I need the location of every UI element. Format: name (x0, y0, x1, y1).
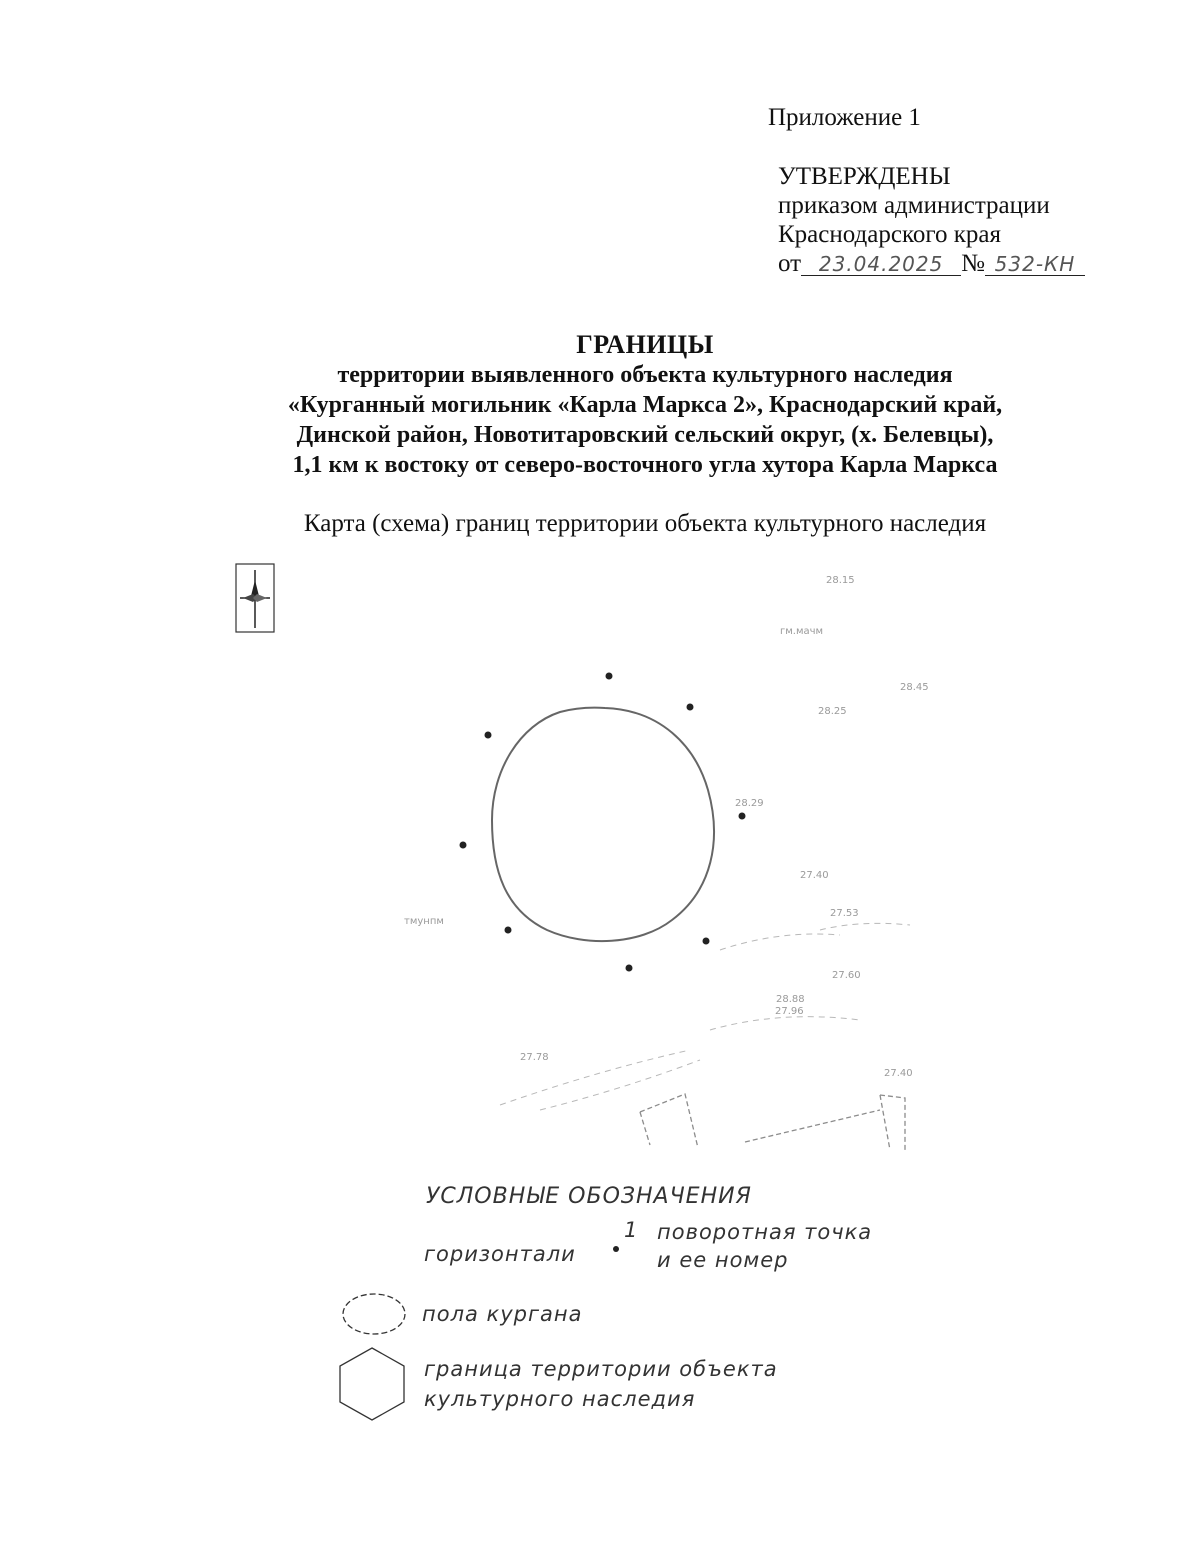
map-label: гм.мачм (780, 626, 824, 637)
map-label: 28.25 (818, 706, 847, 717)
approved-line-2: Краснодарского края (778, 221, 1001, 248)
legend-turning-point-line-1: поворотная точка (657, 1220, 873, 1244)
approved-line-1: приказом администрации (778, 192, 1050, 219)
mound-outline (492, 708, 714, 941)
date-value: 23.04.2025 (801, 253, 961, 276)
title-line-4: 1,1 км к востоку от северо-восточного угла хутора Карла Маркса (292, 452, 998, 478)
map-label: 27.96 (775, 1006, 804, 1017)
contour-labels (404, 575, 929, 1079)
map-label: 27.60 (832, 970, 861, 981)
turning-point (505, 927, 512, 934)
turning-point (687, 704, 694, 711)
legend-title: УСЛОВНЫЕ ОБОЗНАЧЕНИЯ (426, 1184, 752, 1209)
number-value: 532-КН (985, 253, 1085, 276)
legend-boundary-line-1: граница территории объекта (424, 1357, 778, 1381)
map-label: 27.40 (884, 1068, 913, 1079)
title-line-1: территории выявленного объекта культурного наследия (337, 362, 953, 388)
turning-point (739, 813, 746, 820)
field-boundaries (640, 1094, 905, 1150)
map-label: 28.88 (776, 994, 805, 1005)
map-label: 27.40 (800, 870, 829, 881)
legend-mound: пола кургана (422, 1302, 583, 1326)
map-subtitle: Карта (схема) границ территории объекта культурного наследия (303, 510, 987, 537)
legend-turning-point-line-2: и ее номер (657, 1248, 789, 1272)
turning-point (485, 732, 492, 739)
terrain-lines (500, 923, 910, 1110)
title-main: ГРАНИЦЫ (576, 330, 714, 359)
mound-legend-icon (343, 1294, 405, 1334)
map-label: 28.15 (826, 575, 855, 586)
title-line-3: Динской район, Новотитаровский сельский округ, (х. Белевцы), (296, 422, 994, 448)
turning-point (606, 673, 613, 680)
turning-point-legend-icon (613, 1246, 619, 1252)
number-prefix: № (961, 250, 985, 277)
map-label: 27.53 (830, 908, 859, 919)
map-label: 27.78 (520, 1052, 549, 1063)
map-label: тмунпм (404, 916, 444, 927)
turning-point (703, 938, 710, 945)
map-label: 28.45 (900, 682, 929, 693)
approved-title: УТВЕРЖДЕНЫ (778, 163, 951, 190)
legend-boundary-line-2: культурного наследия (424, 1387, 696, 1411)
turning-point (626, 965, 633, 972)
map-label: 28.29 (735, 798, 764, 809)
date-prefix: от (778, 250, 802, 277)
boundary-legend-icon (340, 1348, 404, 1420)
title-line-2: «Курганный могильник «Карла Маркса 2», Краснодарский край, (287, 392, 1003, 418)
turning-point (460, 842, 467, 849)
appendix-label: Приложение 1 (768, 104, 921, 131)
north-arrow-icon (236, 564, 274, 632)
turning-points (460, 673, 746, 972)
legend-contours: горизонтали (424, 1242, 576, 1266)
legend-point-number: 1 (624, 1218, 639, 1242)
